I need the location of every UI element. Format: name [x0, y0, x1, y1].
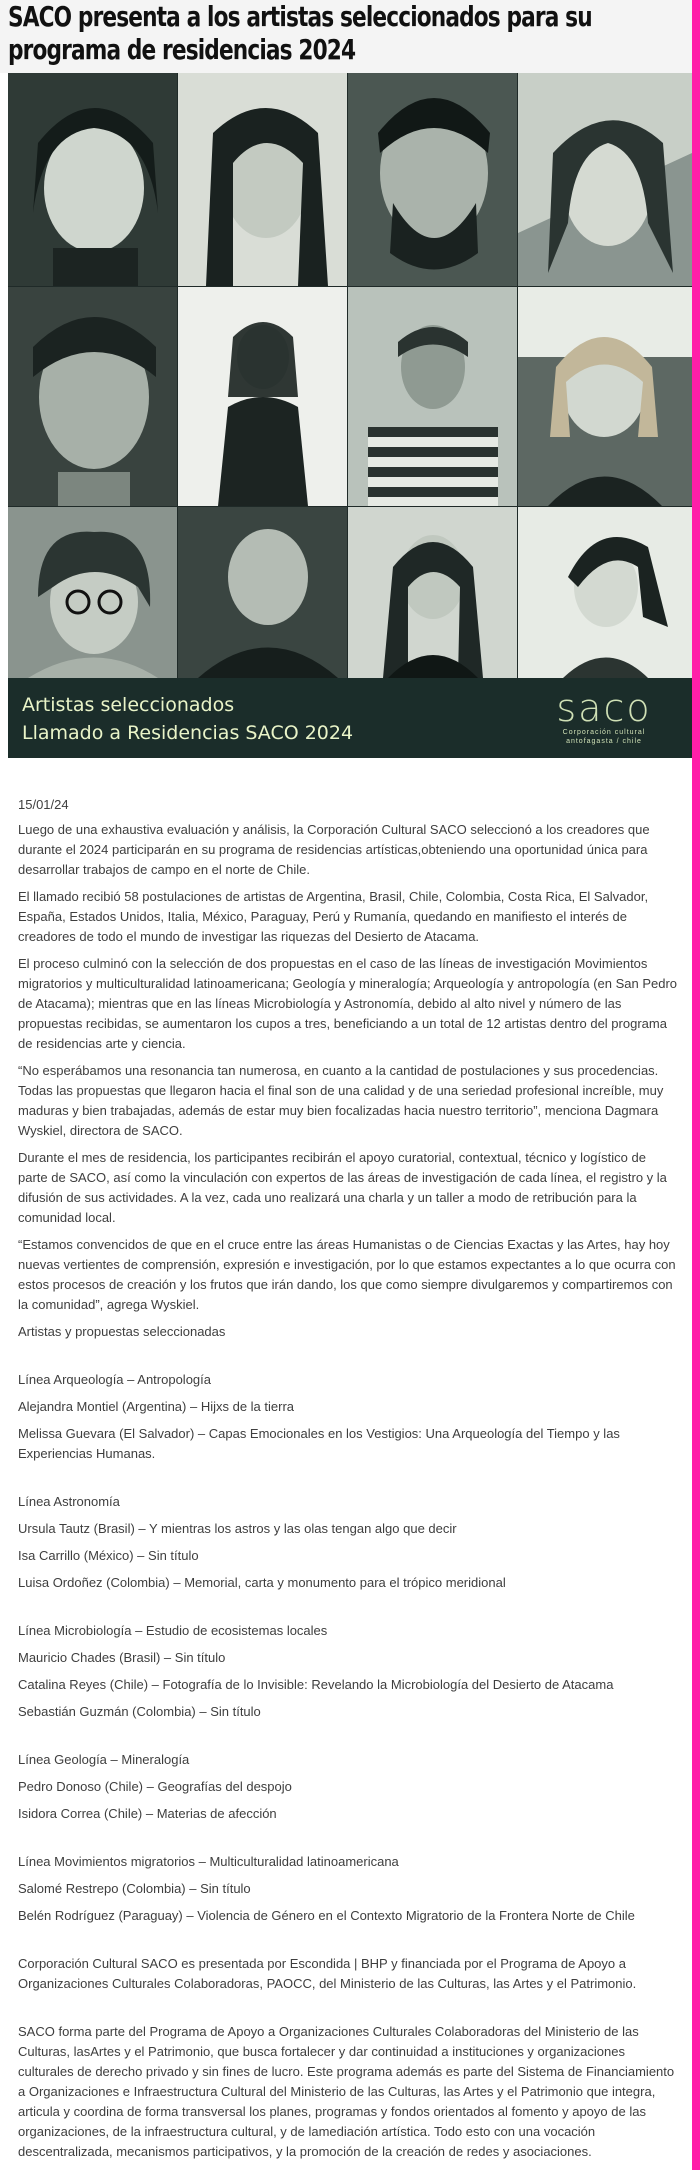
- article-date: 15/01/24: [18, 797, 69, 812]
- artist-portrait: [8, 73, 177, 286]
- selected-artists-heading: Artistas y propuestas seleccionadas: [18, 1324, 226, 1339]
- artist-portrait: [518, 507, 692, 678]
- logo-subtitle: Corporación cultural: [562, 729, 646, 736]
- article-body: [18, 795, 678, 2169]
- artist-entry: Sebastián Guzmán (Colombia) – Sin título: [18, 1704, 261, 1719]
- hero-banner: [8, 678, 692, 758]
- artist-entry: Pedro Donoso (Chile) – Geografías del despojo: [18, 1779, 292, 1794]
- about-saco: SACO forma parte del Programa de Apoyo a Organizaciones Culturales Colaboradoras del Ministerio de las Culturas, lasArtes y el Patrimonio, que busca fortalecer y dar continuidad a instituciones y organizaciones culturales de derecho privado y sin fines de lucro. Este programa además es parte del Sistema de Financiamiento a Organizaciones e Infraestructura Cultural del Ministerio de las Culturas, las Artes y el Patrimonio que integra, articula y coordina de forma transversal los planes, programas y fondos orientados al fomento y apoyo de las organizaciones, de la infraestructura cultural, y de lamediación artística. Todo esto con una vocación descentralizada, mecanismos participativos, y la promoción de la creación de redes y asociaciones.: [18, 2024, 675, 2159]
- banner-subtitle: Llamado a Residencias SACO 2024: [22, 722, 354, 744]
- artist-entry: Alejandra Montiel (Argentina) – Hijxs de la tierra: [18, 1399, 295, 1414]
- paragraph: “Estamos convencidos de que en el cruce entre las áreas Humanistas o de Ciencias Exactas y las Artes, hay hoy nuevas vertientes de comprensión, expresión e investigación, por lo que estamos expectantes a lo que ocurra con estos procesos de creación y los frutos que irán dando, los que como siempre divulgaremos y compartiremos con la comunidad”, agrega Wyskiel.: [18, 1237, 676, 1312]
- artist-portrait: [8, 287, 177, 506]
- artist-entry: Isa Carrillo (México) – Sin título: [18, 1548, 199, 1563]
- hero-image: [8, 73, 692, 758]
- banner-title: Artistas seleccionados: [22, 694, 235, 716]
- logo-location: antofagasta / chile: [566, 738, 642, 745]
- page-title: SACO presenta a los artistas seleccionados para su programa de residencias 2024: [0, 0, 692, 73]
- paragraph: El llamado recibió 58 postulaciones de artistas de Argentina, Brasil, Chile, Colombia, Costa Rica, El Salvador, España, Estados Unidos, Italia, México, Paraguay, Perú y Rumanía, quedando en manifiesto el interés de creadores de todo el mundo de investigar las riquezas del Desierto de Atacama.: [18, 889, 649, 944]
- artist-portrait: [348, 73, 517, 286]
- saco-logo: [554, 688, 654, 746]
- artist-portrait: [178, 507, 347, 678]
- artist-entry: Luisa Ordoñez (Colombia) – Memorial, carta y monumento para el trópico meridional: [18, 1575, 506, 1590]
- paragraph: Luego de una exhaustiva evaluación y análisis, la Corporación Cultural SACO seleccionó a los creadores que durante el 2024 participarán en su programa de residencias artísticas,obteniendo una oportunidad única para desarrollar trabajos de campo en el norte de Chile.: [18, 822, 650, 877]
- logo-word: saco: [556, 686, 652, 730]
- research-line-heading: Línea Microbiología – Estudio de ecosistemas locales: [18, 1623, 328, 1638]
- artist-entry: Catalina Reyes (Chile) – Fotografía de lo Invisible: Revelando la Microbiología del Desierto de Atacama: [18, 1677, 614, 1692]
- funding-note: Corporación Cultural SACO es presentada por Escondida | BHP y financiada por el Programa de Apoyo a Organizaciones Culturales Colaboradoras, PAOCC, del Ministerio de las Culturas, las Artes y el Patrimonio.: [18, 1956, 637, 1991]
- artist-entry: Isidora Correa (Chile) – Materias de afección: [18, 1806, 277, 1821]
- artist-portrait: [348, 507, 517, 678]
- artist-portrait: [8, 507, 177, 678]
- artist-portrait: [518, 73, 692, 286]
- research-line-heading: Línea Movimientos migratorios – Multiculturalidad latinoamericana: [18, 1854, 399, 1869]
- research-line-heading: Línea Arqueología – Antropología: [18, 1372, 211, 1387]
- paragraph: El proceso culminó con la selección de dos propuestas en el caso de las líneas de investigación Movimientos migratorios y multiculturalidad latinoamericana; Geología y mineralogía; Arqueología y antropología (en San Pedro de Atacama); mientras que en las líneas Microbiología y Astronomía, debido al alto nivel y número de las propuestas recibidas, se aumentaron los cupos a tres, beneficiando a un total de 12 artistas dentro del programa de residencias arte y ciencia.: [18, 956, 678, 1051]
- paragraph: Durante el mes de residencia, los participantes recibirán el apoyo curatorial, contextual, técnico y logístico de parte de SACO, así como la vinculación con expertos de las áreas de investigación de cada línea, el registro y la difusión de sus actividades. A la vez, cada uno realizará una charla y un taller a modo de retribución para la comunidad local.: [18, 1150, 667, 1225]
- artist-portrait: [178, 287, 347, 506]
- artist-portrait: [178, 73, 347, 286]
- artist-entry: Ursula Tautz (Brasil) – Y mientras los astros y las olas tengan algo que decir: [18, 1521, 457, 1536]
- artist-portrait: [518, 287, 692, 506]
- artist-portrait-grid: [8, 73, 692, 678]
- artist-portrait: [348, 287, 517, 506]
- artist-entry: Salomé Restrepo (Colombia) – Sin título: [18, 1881, 251, 1896]
- artist-entry: Melissa Guevara (El Salvador) – Capas Emocionales en los Vestigios: Una Arqueología del Tiempo y las Experiencias Humanas.: [18, 1426, 620, 1461]
- research-line-heading: Línea Geología – Mineralogía: [18, 1752, 190, 1767]
- artist-entry: Mauricio Chades (Brasil) – Sin título: [18, 1650, 226, 1665]
- research-line-heading: Línea Astronomía: [18, 1494, 120, 1509]
- paragraph: “No esperábamos una resonancia tan numerosa, en cuanto a la cantidad de postulaciones y sus procedencias. Todas las propuestas que llegaron hacia el final son de una calidad y de una seriedad profesional increíble, muy maduras y bien trabajadas, además de estar muy bien focalizadas hacia nuestro territorio”, menciona Dagmara Wyskiel, directora de SACO.: [18, 1063, 664, 1138]
- artist-entry: Belén Rodríguez (Paraguay) – Violencia de Género en el Contexto Migratorio de la Frontera Norte de Chile: [18, 1908, 635, 1923]
